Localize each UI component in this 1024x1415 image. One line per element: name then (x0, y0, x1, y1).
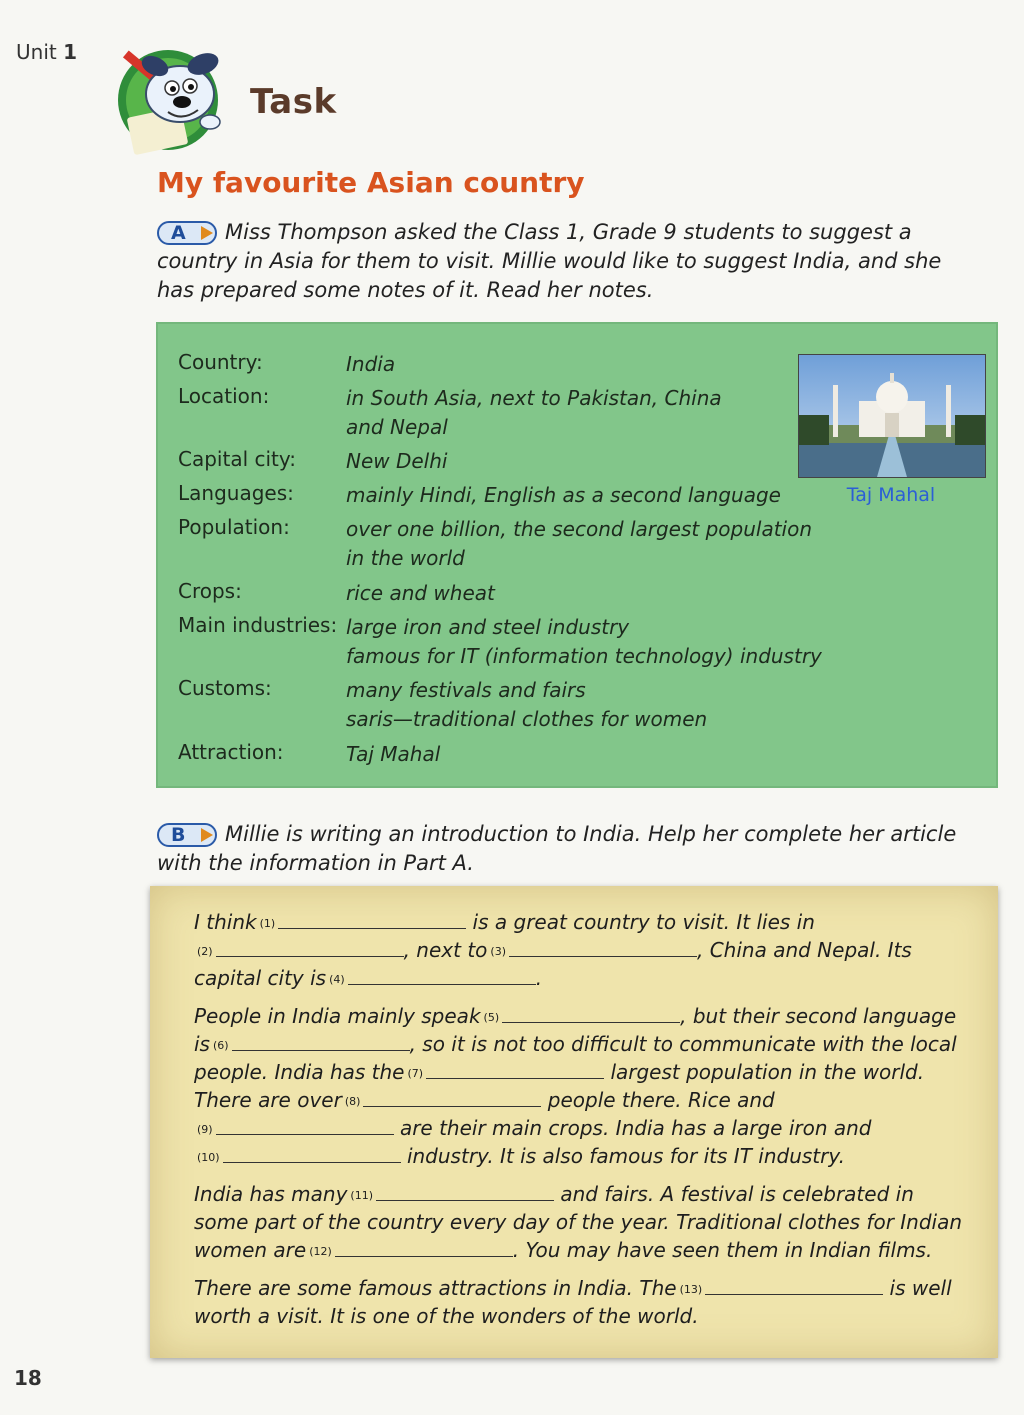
blank-2[interactable] (216, 936, 404, 957)
blank-4[interactable] (348, 964, 536, 985)
note-label: Crops: (178, 579, 242, 603)
note-label: Attraction: (178, 740, 284, 764)
blank-8[interactable] (363, 1086, 541, 1107)
unit-number: 1 (63, 40, 77, 64)
task-title: Task (250, 82, 337, 122)
blank-12[interactable] (335, 1236, 513, 1257)
blank-6[interactable] (232, 1030, 410, 1051)
part-a-instructions (157, 218, 977, 305)
note-label: Main industries: (178, 613, 338, 637)
photo-caption: Taj Mahal (846, 484, 936, 506)
article-worksheet (150, 886, 998, 1358)
note-value: mainly Hindi, English as a second language (346, 483, 781, 507)
article-paragraph-1: I think $^{(1)}$ is a great country to visit. It lies in $^{(2)}$ , next to $^{(3)}$ , China and Nepal. Its capital city is $^{(4)}$ . (194, 910, 912, 990)
note-label: Population: (178, 515, 290, 539)
note-value: New Delhi (346, 449, 448, 473)
play-badge-icon (157, 220, 219, 246)
notes-box (156, 322, 998, 788)
taj-mahal-photo (798, 354, 986, 478)
article-paragraph-2: People in India mainly speak $^{(5)}$ , but their second language is $^{(6)}$ , so it is not too difficult to communicate with the local people. India has the $^{(7)}$ largest population in the world. There are over $^{(8)}$ people there. Rice and $^{(9)}$ are their main crops. India has a large iron and $^{(10)}$ industry. It is also famous for its IT industry. (194, 1004, 957, 1168)
article-paragraph-3: India has many $^{(11)}$ and fairs. A festival is celebrated in some part of the country every day of the year. Traditional clothes for Indian women are $^{(12)}$ . You may have seen them in Indian films. (194, 1182, 963, 1262)
part-b-badge (157, 822, 219, 848)
part-b-instructions (157, 820, 977, 878)
unit-label (16, 40, 77, 64)
part-a-badge (157, 220, 219, 246)
blank-11[interactable] (376, 1180, 554, 1201)
dog-mascot-icon (110, 42, 240, 157)
note-label: Capital city: (178, 447, 296, 471)
note-value: many festivals and fairs saris—traditional clothes for women (346, 678, 708, 731)
part-b-badge-letter: B (171, 824, 186, 846)
blank-10[interactable] (223, 1142, 401, 1163)
play-badge-icon (157, 822, 219, 848)
blank-9[interactable] (216, 1114, 394, 1135)
note-label: Location: (178, 384, 270, 408)
note-value: Taj Mahal (346, 742, 441, 766)
article-paragraph-4: There are some famous attractions in India. The $^{(13)}$ is well worth a visit. It is one of the wonders of the world. (194, 1276, 952, 1328)
blank-1[interactable] (278, 908, 466, 929)
unit-text: Unit (16, 40, 57, 64)
section-title: My favourite Asian country (157, 166, 585, 199)
part-a-text: Miss Thompson asked the Class 1, Grade 9 students to suggest a country in Asia for them to visit. Millie would like to suggest India, and she has prepared some notes of it. Read her notes. (157, 220, 942, 302)
note-value: over one billion, the second largest population in the world (346, 517, 813, 570)
page-number: 18 (14, 1366, 42, 1390)
note-value: India (346, 352, 396, 376)
note-label: Languages: (178, 481, 294, 505)
part-a-badge-letter: A (171, 222, 186, 244)
blank-3[interactable] (509, 936, 697, 957)
note-value: rice and wheat (346, 581, 495, 605)
note-label: Country: (178, 350, 263, 374)
note-label: Customs: (178, 676, 272, 700)
blank-7[interactable] (426, 1058, 604, 1079)
note-value: large iron and steel industry famous for IT (information technology) industry (346, 615, 822, 668)
blank-13[interactable] (705, 1274, 883, 1295)
part-b-text: Millie is writing an introduction to India. Help her complete her article with the information in Part A. (157, 822, 957, 875)
blank-5[interactable] (502, 1002, 680, 1023)
note-value: in South Asia, next to Pakistan, China and Nepal (346, 386, 722, 439)
